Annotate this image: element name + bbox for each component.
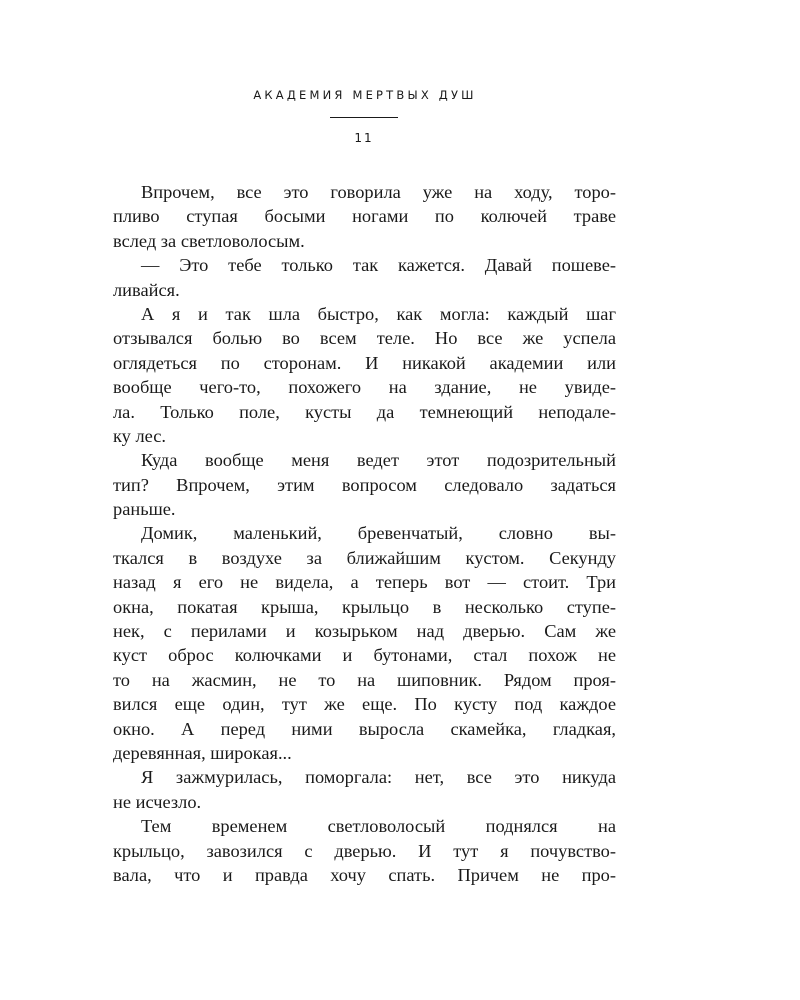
text-line: окно. А перед ними выросла скамейка, гладкая, <box>113 718 616 739</box>
text-line: Тем временем светловолосый поднялся на <box>141 816 616 837</box>
text-line: ку лес. <box>113 425 167 446</box>
text-line: оглядеться по сторонам. И никакой академии или <box>113 352 616 373</box>
text-line: Куда вообще меня ведет этот подозрительный <box>141 450 616 471</box>
text-line: ливайся. <box>113 279 180 300</box>
text-line: не исчезло. <box>113 791 202 812</box>
text-line: А я и так шла быстро, как могла: каждый шаг <box>141 303 616 324</box>
text-line: Домик, маленький, бревенчатый, словно вы- <box>141 523 616 544</box>
text-line: вслед за светловолосым. <box>113 230 305 251</box>
text-line: куст оброс колючками и бутонами, стал похож не <box>113 645 616 666</box>
text-line: назад я его не видела, а теперь вот — стоит. Три <box>113 572 616 593</box>
text-line: вился еще один, тут же еще. По кусту под каждое <box>113 694 616 715</box>
text-line: Я зажмурилась, поморгала: нет, все это никуда <box>141 767 616 788</box>
text-line: вообще чего-то, похожего на здание, не увиде- <box>113 377 616 398</box>
text-line: раньше. <box>113 499 176 520</box>
text-line: нек, с перилами и козырьком над дверью. Сам же <box>113 621 616 642</box>
text-line: отзывался болью во всем теле. Но все же успела <box>113 328 616 349</box>
body-text <box>113 180 616 887</box>
text-line: тип? Впрочем, этим вопросом следовало задаться <box>113 474 616 495</box>
page-number: 11 <box>354 131 374 145</box>
text-line: окна, покатая крыша, крыльцо в несколько ступе- <box>113 596 616 617</box>
text-line: деревянная, широкая... <box>113 742 292 763</box>
text-line: ла. Только поле, кусты да темнеющий неподале- <box>113 401 616 422</box>
text-line: то на жасмин, не то на шиповник. Рядом проя- <box>113 669 616 690</box>
text-line: Впрочем, все это говорила уже на ходу, торо- <box>141 182 616 202</box>
text-line: — Это тебе только так кажется. Давай пошеве- <box>141 255 616 276</box>
text-line: крыльцо, завозился с дверью. И тут я почувство- <box>113 840 616 861</box>
text-line: пливо ступая босыми ногами по колючей траве <box>113 206 616 227</box>
header-rule <box>330 117 398 118</box>
running-title: АКАДЕМИЯ МЕРТВЫХ ДУШ <box>253 88 477 102</box>
text-line: вала, что и правда хочу спать. Причем не про- <box>113 864 616 885</box>
text-line: ткался в воздухе за ближайшим кустом. Секунду <box>113 547 616 568</box>
